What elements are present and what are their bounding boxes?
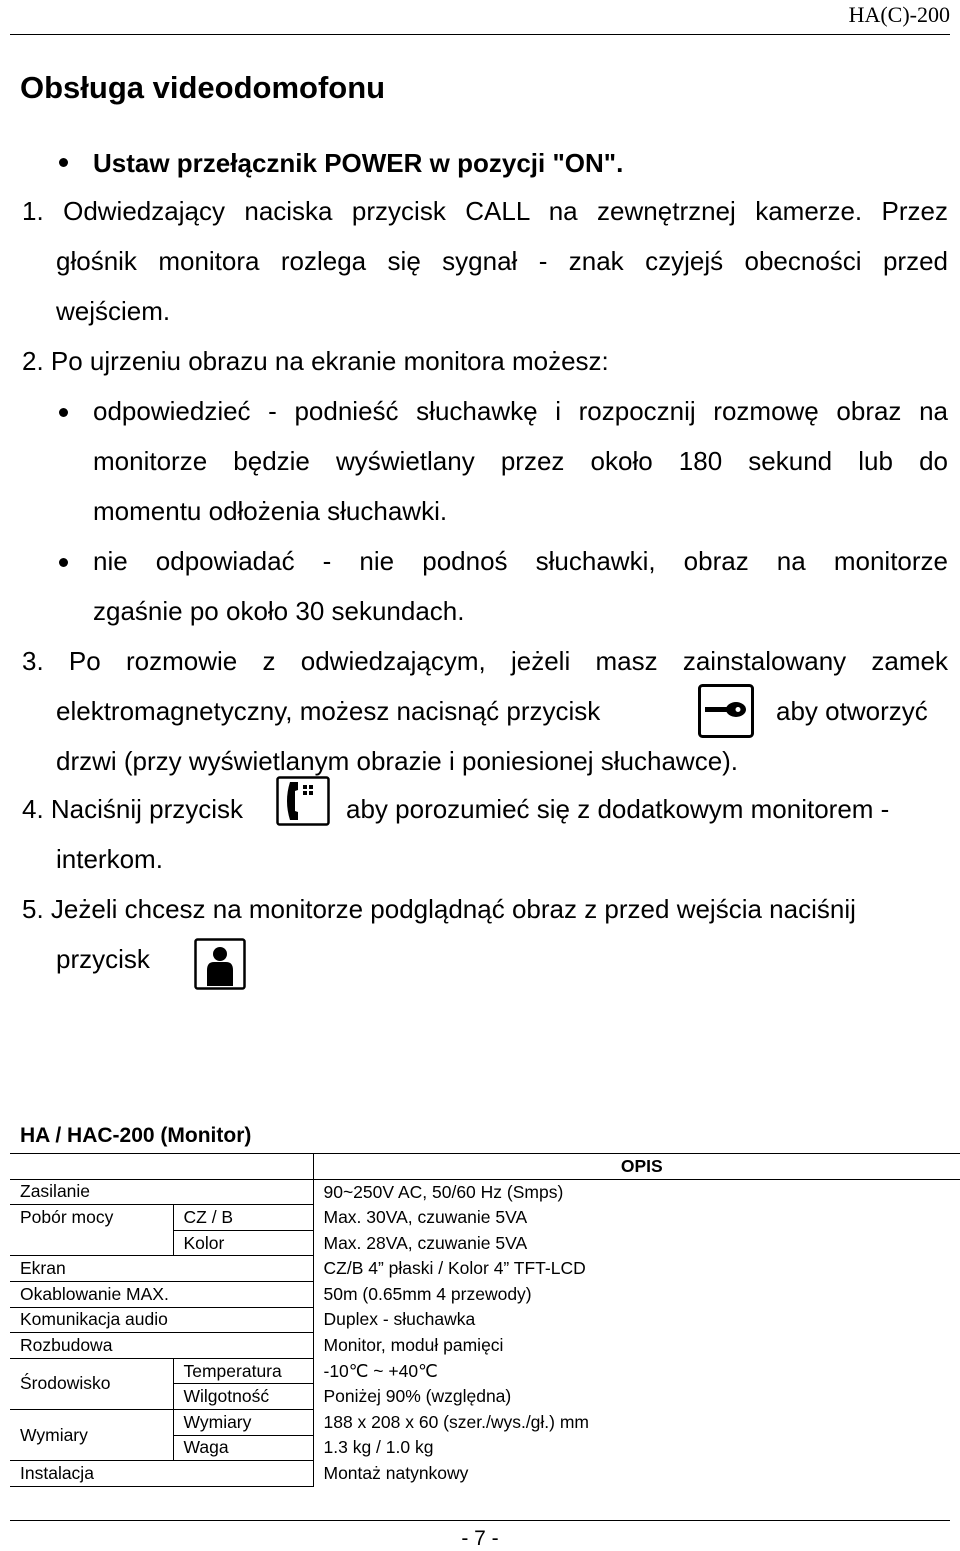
table-row: [10, 1461, 960, 1487]
table-cell: Środowisko: [10, 1358, 173, 1409]
table-cell: Monitor, moduł pamięci: [313, 1333, 960, 1359]
step-4-line-2: interkom.: [56, 844, 163, 874]
header-rule: [10, 34, 950, 35]
step-5-line-1: 5. Jeżeli chcesz na monitorze podglądnąć obraz z przed wejścia naciśnij: [22, 894, 856, 924]
table-cell: Wymiary: [173, 1409, 313, 1435]
step-2-line-1: 2. Po ujrzeniu obrazu na ekranie monitora możesz:: [22, 346, 609, 376]
option-answer-line-1: odpowiedzieć - podnieść słuchawkę i rozpocznij rozmowę obraz na: [93, 396, 948, 426]
bullet-dot: [59, 158, 68, 167]
table-row: [10, 1205, 960, 1231]
table-row: [10, 1333, 960, 1359]
table-cell: Wymiary: [10, 1409, 173, 1460]
table-cell: Max. 30VA, czuwanie 5VA: [313, 1205, 960, 1231]
step-5-line-2: przycisk: [56, 944, 150, 974]
table-cell: Zasilanie: [20, 1181, 91, 1202]
spec-title: HA / HAC-200 (Monitor): [20, 1124, 252, 1147]
step-1-line-2: głośnik monitora rozlega się sygnał - znak czyjejś obecności przed: [56, 246, 948, 276]
option-answer-line-3: momentu odłożenia słuchawki.: [93, 496, 448, 526]
table-row: [10, 1179, 960, 1205]
table-cell: Rozbudowa: [10, 1333, 313, 1359]
step-3-line-1: 3. Po rozmowie z odwiedzającym, jeżeli masz zainstalowany zamek: [22, 646, 948, 676]
table-cell: Komunikacja audio: [10, 1307, 313, 1333]
step-1-line-1: 1. Odwiedzający naciska przycisk CALL na zewnętrznej kamerze. Przez: [22, 196, 948, 226]
footer-rule: [10, 1520, 950, 1521]
table-cell: -10℃ ~ +40℃: [313, 1358, 960, 1384]
bullet-dot: [59, 408, 68, 417]
bullet-dot: [59, 558, 68, 567]
table-cell: Ekran: [10, 1256, 313, 1282]
table-cell: Instalacja: [10, 1461, 313, 1487]
step-3-line-2a: elektromagnetyczny, możesz nacisnąć przycisk: [56, 696, 601, 726]
table-row: [10, 1358, 960, 1384]
table-cell: Duplex - słuchawka: [313, 1307, 960, 1333]
table-cell: CZ / B: [173, 1205, 313, 1231]
table-row: [10, 1307, 960, 1333]
table-cell: [10, 1154, 313, 1180]
table-cell: 188 x 208 x 60 (szer./wys./gł.) mm: [313, 1409, 960, 1435]
step-3-line-2b: aby otworzyć: [776, 696, 928, 726]
step-4-line-1b: aby porozumieć się z dodatkowym monitorem -: [346, 794, 890, 824]
intercom-phone-icon: [276, 776, 330, 826]
table-row: [10, 1409, 960, 1435]
table-row: [10, 1281, 960, 1307]
table-cell: Montaż natynkowy: [313, 1461, 960, 1487]
table-cell: Wilgotność: [173, 1384, 313, 1410]
table-cell: CZ/B 4” płaski / Kolor 4” TFT-LCD: [313, 1256, 960, 1282]
table-cell: 90~250V AC, 50/60 Hz (Smps): [313, 1179, 960, 1205]
table-cell: Temperatura: [173, 1358, 313, 1384]
spec-header-opis: OPIS: [313, 1154, 960, 1180]
table-cell: Okablowanie MAX.: [10, 1281, 313, 1307]
page-number: - 7 -: [461, 1527, 499, 1550]
step-4-line-1a: 4. Naciśnij przycisk: [22, 794, 244, 824]
document-code: HA(C)-200: [848, 2, 950, 27]
section-title: Obsługa videodomofonu: [20, 70, 386, 105]
table-cell: 50m (0.65mm 4 przewody): [313, 1281, 960, 1307]
table-row: [10, 1256, 960, 1282]
table-cell: Poniżej 90% (względna): [313, 1384, 960, 1410]
table-cell: Pobór mocy: [10, 1205, 173, 1231]
person-icon: [194, 938, 246, 990]
option-ignore-line-1: nie odpowiadać - nie podnoś słuchawki, obraz na monitorze: [93, 546, 948, 576]
step-1-line-3: wejściem.: [56, 296, 171, 326]
table-row: [10, 1230, 960, 1256]
table-cell: Kolor: [173, 1230, 313, 1256]
table-cell: [10, 1230, 173, 1256]
table-cell: 1.3 kg / 1.0 kg: [313, 1435, 960, 1461]
step-3-line-3: drzwi (przy wyświetlanym obrazie i poniesionej słuchawce).: [56, 746, 739, 776]
table-header-row: [10, 1154, 960, 1180]
key-icon: [698, 684, 754, 738]
spec-table: [10, 1153, 960, 1487]
table-cell: Waga: [173, 1435, 313, 1461]
power-instruction: Ustaw przełącznik POWER w pozycji "ON".: [93, 148, 624, 178]
option-answer-line-2: monitorze będzie wyświetlany przez około 180 sekund lub do: [93, 446, 948, 476]
option-ignore-line-2: zgaśnie po około 30 sekundach.: [93, 596, 465, 626]
table-cell: Max. 28VA, czuwanie 5VA: [313, 1230, 960, 1256]
